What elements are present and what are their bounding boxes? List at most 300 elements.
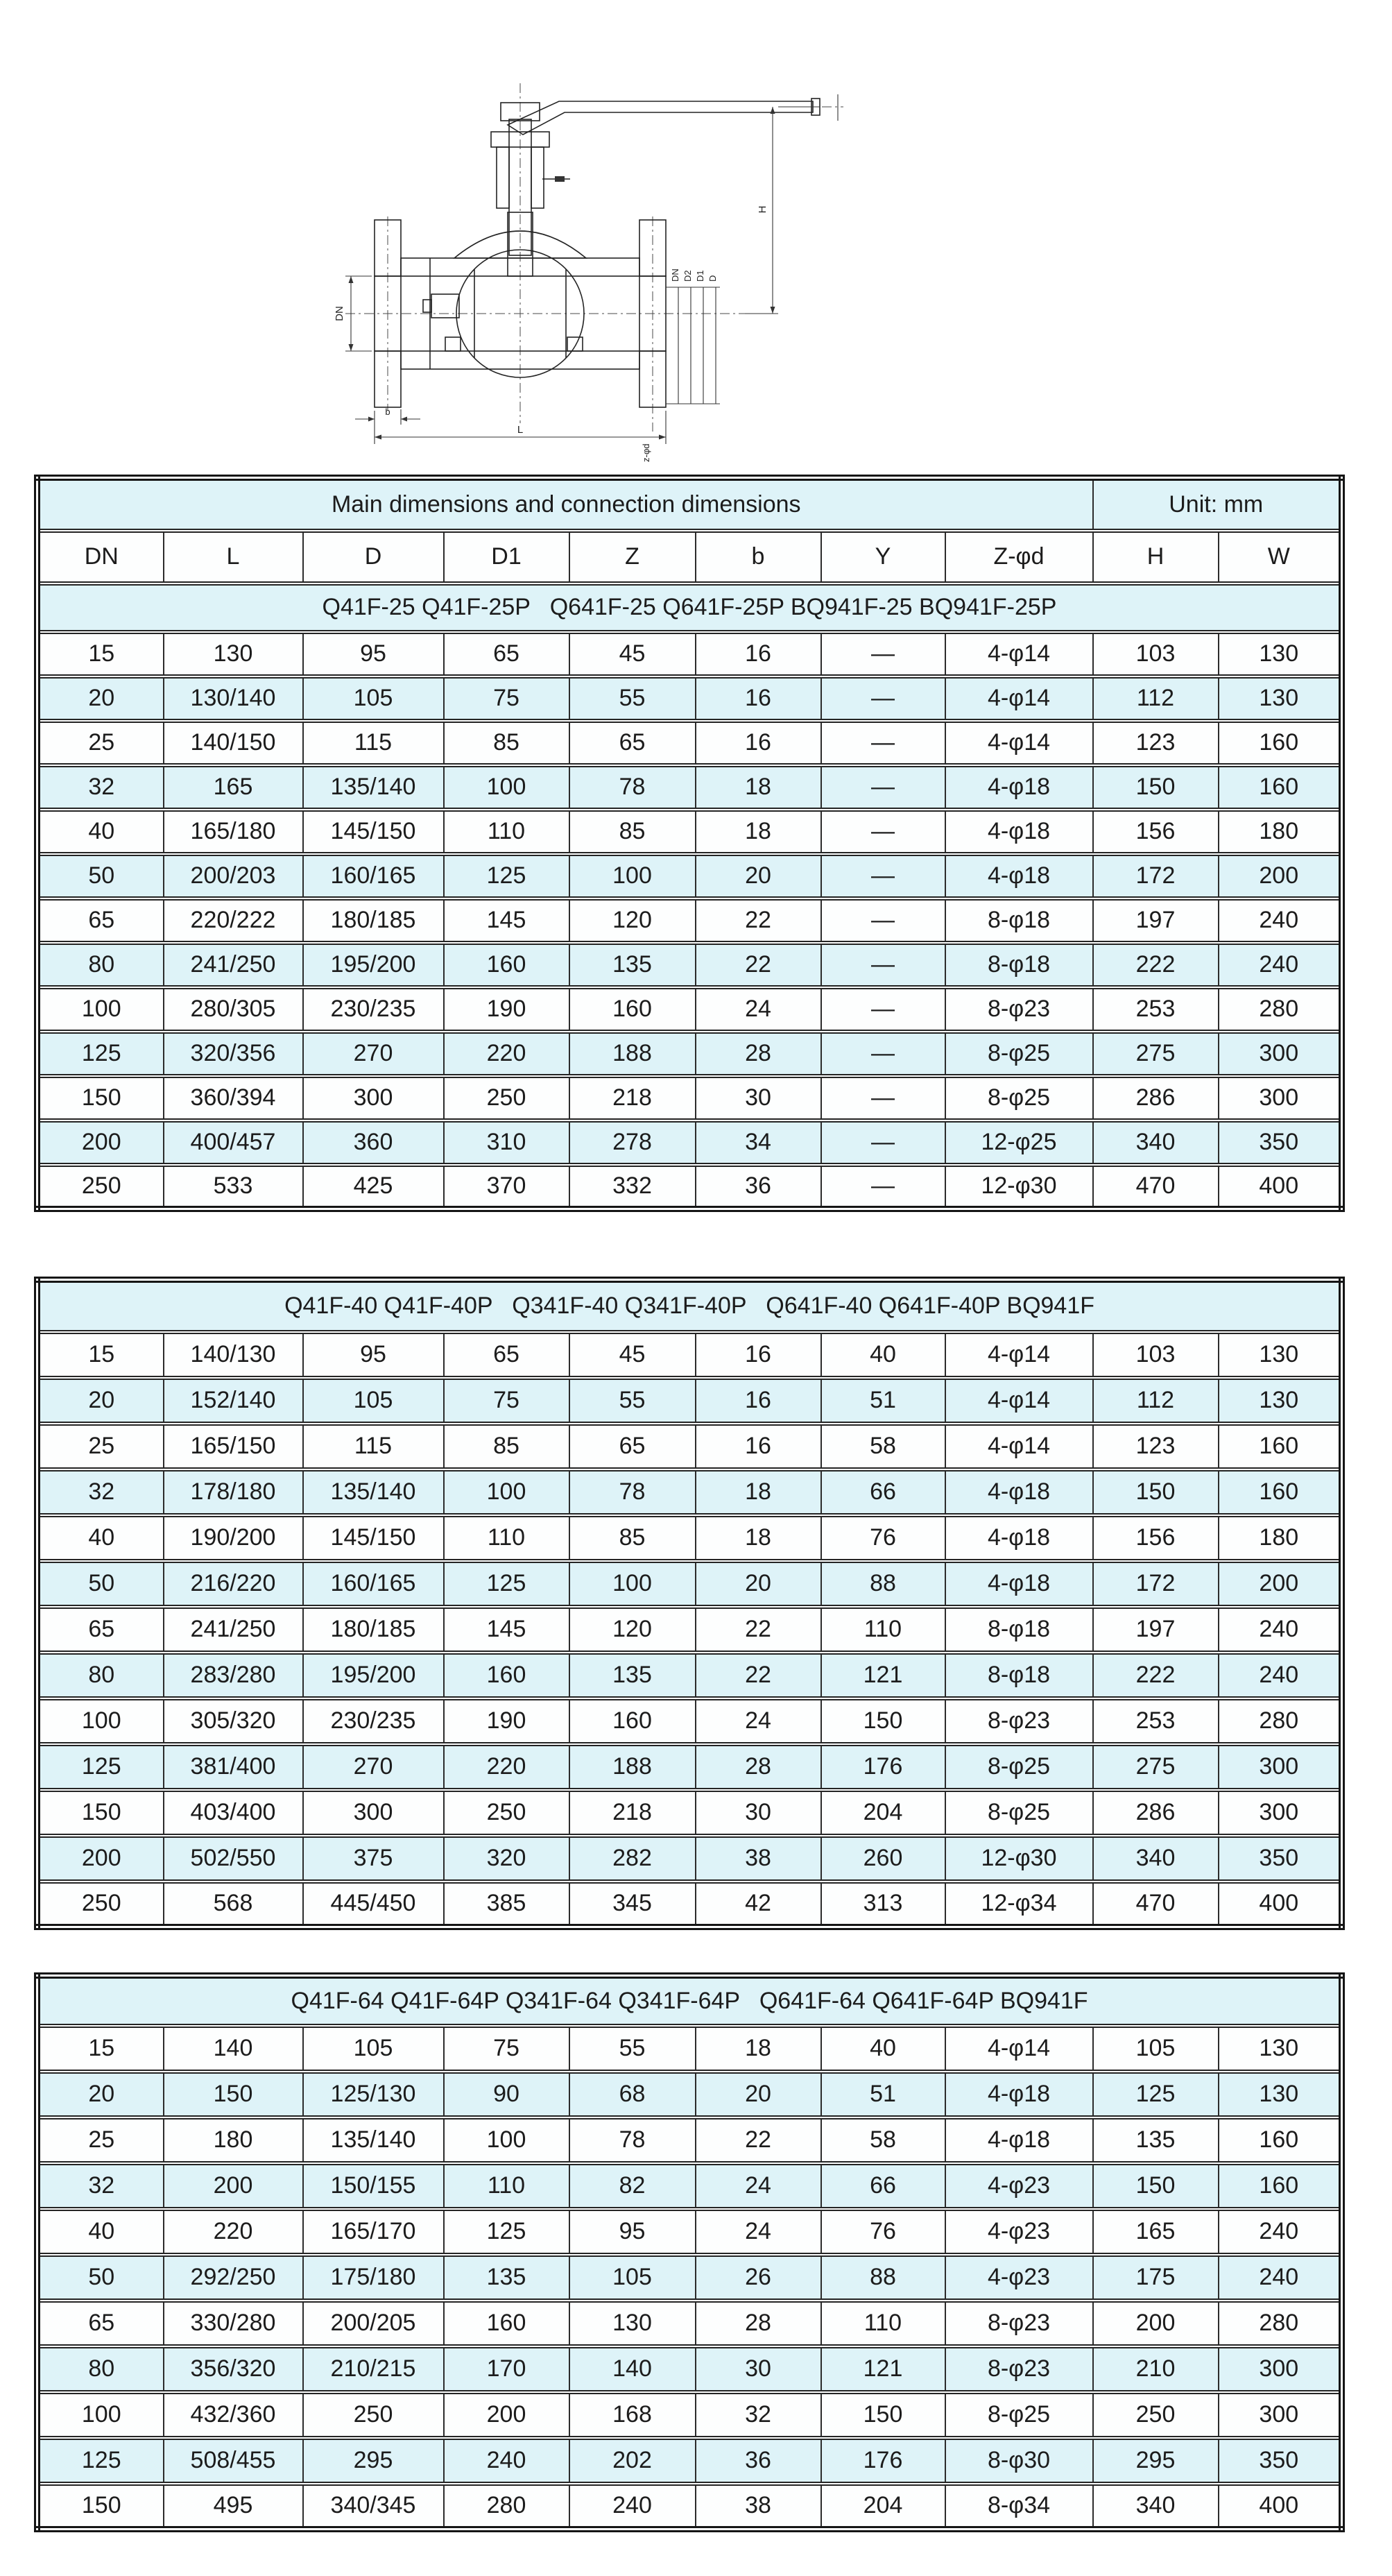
table-row [37,1653,1342,1698]
table-cell: 286 [1093,1790,1219,1836]
table-row [37,1790,1342,1836]
table-cell: 180/185 [303,898,444,943]
table-cell: 40 [821,1332,945,1378]
table-cell: 283/280 [164,1653,303,1698]
table-cell: 4-φ14 [945,721,1093,765]
table-cell: 340/345 [303,2484,444,2530]
table-cell: 160 [1219,1424,1342,1469]
table-cell: 125 [444,1561,569,1607]
table-cell: 165 [1093,2209,1219,2255]
table-cell: 156 [1093,810,1219,854]
table-row [37,1378,1342,1424]
table-cell: 8-φ25 [945,1076,1093,1120]
table-cell: 80 [37,2346,164,2392]
table-cell: 100 [37,1698,164,1744]
table-cell: 130 [1219,2072,1342,2117]
table-cell: 150 [37,1790,164,1836]
table-cell: 32 [37,2163,164,2209]
table-cell: 100 [569,1561,696,1607]
table-cell: 15 [37,2026,164,2072]
table-cell: 240 [1219,2255,1342,2301]
table-cell: 360 [303,1120,444,1165]
table-cell: 218 [569,1076,696,1120]
table-cell: 533 [164,1165,303,1209]
table-cell: 36 [696,1165,821,1209]
table-cell: 125/130 [303,2072,444,2117]
dimension-label-d2: D2 [682,270,693,282]
table-cell: 16 [696,721,821,765]
table-cell: 50 [37,2255,164,2301]
table-cell: 165/170 [303,2209,444,2255]
table-cell: 15 [37,632,164,676]
table-row [37,2255,1342,2301]
table-cell: 123 [1093,1424,1219,1469]
table-cell: 30 [696,1076,821,1120]
column-header-d: D [303,531,444,583]
table-cell: 172 [1093,854,1219,898]
table-cell: 241/250 [164,943,303,987]
table-cell: 26 [696,2255,821,2301]
table-cell: 34 [696,1120,821,1165]
table-cell: 140/130 [164,1332,303,1378]
table-cell: 8-φ18 [945,1607,1093,1653]
table-cell: 300 [1219,2392,1342,2438]
table-cell: 105 [303,1378,444,1424]
table-cell: 125 [37,1032,164,1076]
table-cell: 4-φ18 [945,1469,1093,1515]
table-cell: 65 [37,898,164,943]
table-row [37,1744,1342,1790]
table-cell: 90 [444,2072,569,2117]
table-row [37,1607,1342,1653]
table-cell: 300 [1219,2346,1342,2392]
table-row [37,854,1342,898]
table-cell: 210 [1093,2346,1219,2392]
table-cell: 88 [821,1561,945,1607]
table-cell: — [821,943,945,987]
table-cell: 125 [37,2438,164,2484]
table-cell: 220 [164,2209,303,2255]
table-cell: 295 [1093,2438,1219,2484]
table-cell: 180 [164,2117,303,2163]
table-cell: 253 [1093,987,1219,1032]
column-header-dn: DN [37,531,164,583]
table-cell: 15 [37,1332,164,1378]
table-cell: 20 [37,1378,164,1424]
table-cell: 8-φ23 [945,2301,1093,2346]
table-cell: — [821,676,945,721]
table-cell: 22 [696,1607,821,1653]
table-cell: 313 [821,1882,945,1927]
table-row [37,1120,1342,1165]
table-cell: 432/360 [164,2392,303,2438]
table-cell: 8-φ18 [945,1653,1093,1698]
table-cell: 22 [696,2117,821,2163]
table-cell: 115 [303,1424,444,1469]
table-cell: 280 [1219,987,1342,1032]
table-cell: 80 [37,943,164,987]
table-cell: 200 [37,1836,164,1882]
table-row [37,1836,1342,1882]
table-cell: 400 [1219,1165,1342,1209]
table-cell: 400 [1219,1882,1342,1927]
table-cell: 240 [444,2438,569,2484]
table-cell: 160 [444,1653,569,1698]
unit-label: Unit: mm [1093,478,1342,531]
table-cell: 51 [821,1378,945,1424]
table-cell: 4-φ18 [945,854,1093,898]
table-cell: 330/280 [164,2301,303,2346]
table-cell: 85 [444,1424,569,1469]
table-cell: 350 [1219,1120,1342,1165]
table-cell: 150/155 [303,2163,444,2209]
table-row [37,2346,1342,2392]
table-cell: 22 [696,898,821,943]
table-cell: 280 [444,2484,569,2530]
table-cell: 260 [821,1836,945,1882]
table-cell: 216/220 [164,1561,303,1607]
column-header-w: W [1219,531,1342,583]
table-cell: 160 [1219,721,1342,765]
table-cell: 250 [303,2392,444,2438]
table-cell: 180 [1219,1515,1342,1561]
table-cell: 66 [821,2163,945,2209]
table-cell: 16 [696,632,821,676]
table-cell: 160/165 [303,854,444,898]
table-cell: 204 [821,2484,945,2530]
table-cell: 25 [37,2117,164,2163]
dimensions-table-pn25 [34,475,1345,1212]
table-cell: 125 [444,2209,569,2255]
table-cell: 40 [37,810,164,854]
series-header-pn25: Q41F-25 Q41F-25P Q641F-25 Q641F-25P BQ941F-25 BQ941F-25P [37,583,1342,632]
table-cell: 270 [303,1744,444,1790]
table-cell: 350 [1219,2438,1342,2484]
table-cell: 150 [1093,1469,1219,1515]
table-cell: 42 [696,1882,821,1927]
body-bolt [423,294,459,318]
table-cell: 130 [1219,1378,1342,1424]
table-cell: 8-φ18 [945,898,1093,943]
table-cell: 568 [164,1882,303,1927]
table-cell: 197 [1093,1607,1219,1653]
table-cell: 130/140 [164,676,303,721]
table-cell: 195/200 [303,943,444,987]
table-cell: 78 [569,2117,696,2163]
table-cell: 20 [696,854,821,898]
table-cell: 16 [696,1332,821,1378]
dimensions-table-pn40 [34,1277,1345,1930]
table-cell: 240 [1219,898,1342,943]
table-row [37,1698,1342,1744]
table-cell: 275 [1093,1032,1219,1076]
table-cell: 120 [569,898,696,943]
table-cell: 103 [1093,632,1219,676]
table-cell: 8-φ23 [945,1698,1093,1744]
table-cell: 300 [1219,1744,1342,1790]
table-cell: 12-φ25 [945,1120,1093,1165]
table-cell: 175 [1093,2255,1219,2301]
table-cell: 65 [37,1607,164,1653]
table-cell: 38 [696,2484,821,2530]
table-row [37,1076,1342,1120]
table-cell: 370 [444,1165,569,1209]
table-cell: 340 [1093,1836,1219,1882]
table-cell: 105 [569,2255,696,2301]
table-cell: 40 [821,2026,945,2072]
table-cell: 502/550 [164,1836,303,1882]
table-cell: 85 [569,810,696,854]
table-cell: — [821,810,945,854]
column-header-b: b [696,531,821,583]
table-cell: 22 [696,1653,821,1698]
table-cell: 8-φ30 [945,2438,1093,2484]
table-cell: 204 [821,1790,945,1836]
table-cell: 250 [444,1076,569,1120]
series-header-pn40: Q41F-40 Q41F-40P Q341F-40 Q341F-40P Q641F-40 Q641F-40P BQ941F [37,1280,1342,1332]
table-cell: 8-φ25 [945,2392,1093,2438]
table-cell: 190 [444,1698,569,1744]
table-cell: 20 [37,2072,164,2117]
column-header-l: L [164,531,303,583]
table-cell: 135 [569,943,696,987]
table-cell: 241/250 [164,1607,303,1653]
table-row [37,2026,1342,2072]
table-cell: 130 [569,2301,696,2346]
column-header-z: Z [569,531,696,583]
table-cell: 202 [569,2438,696,2484]
seat-ring-right [567,337,583,351]
table-cell: 120 [569,1607,696,1653]
table-cell: 125 [444,854,569,898]
table-cell: 156 [1093,1515,1219,1561]
table-cell: 400 [1219,2484,1342,2530]
table-cell: 292/250 [164,2255,303,2301]
table-row [37,810,1342,854]
table-cell: 30 [696,2346,821,2392]
table-cell: 65 [37,2301,164,2346]
table-row [37,1032,1342,1076]
table-cell: 150 [164,2072,303,2117]
table-cell: 16 [696,1378,821,1424]
table-cell: 280 [1219,2301,1342,2346]
table-row [37,2301,1342,2346]
table-cell: 18 [696,1515,821,1561]
table-cell: 4-φ18 [945,765,1093,810]
table-cell: 18 [696,765,821,810]
table-cell: 135/140 [303,1469,444,1515]
dimension-b [355,407,420,425]
table-cell: 45 [569,632,696,676]
table-cell: — [821,632,945,676]
table-cell: 115 [303,721,444,765]
table-cell: 68 [569,2072,696,2117]
table-cell: 280/305 [164,987,303,1032]
table-cell: 300 [1219,1076,1342,1120]
table-cell: 200 [444,2392,569,2438]
dimension-label-dn: DN [334,306,345,321]
table-cell: 165/180 [164,810,303,854]
table-cell: 32 [37,1469,164,1515]
table-cell: 375 [303,1836,444,1882]
table-cell: 125 [37,1744,164,1790]
column-header-d1: D1 [444,531,569,583]
dimension-label-b: b [385,407,390,417]
table-cell: 130 [1219,1332,1342,1378]
table-cell: 240 [569,2484,696,2530]
table-cell: 160 [569,1698,696,1744]
table-cell: 110 [821,1607,945,1653]
table-cell: 145 [444,1607,569,1653]
table-cell: 305/320 [164,1698,303,1744]
table-cell: — [821,765,945,810]
table-cell: 403/400 [164,1790,303,1836]
table-cell: 18 [696,2026,821,2072]
table-cell: 160 [1219,2163,1342,2209]
dimension-z-phi-d [641,444,651,463]
table-cell: 121 [821,1653,945,1698]
table-cell: 150 [1093,765,1219,810]
table-cell: 16 [696,1424,821,1469]
table-cell: 100 [444,765,569,810]
table-cell: 110 [444,1515,569,1561]
table-row [37,1165,1342,1209]
table-row [37,1882,1342,1927]
table-row [37,2209,1342,2255]
table-cell: 218 [569,1790,696,1836]
table-cell: 95 [303,632,444,676]
table-row [37,2117,1342,2163]
table-cell: 250 [37,1882,164,1927]
dimension-label-d: D [707,275,718,282]
table-cell: 100 [444,2117,569,2163]
table-cell: 32 [696,2392,821,2438]
table-cell: 103 [1093,1332,1219,1378]
table-cell: 253 [1093,1698,1219,1744]
table-cell: 168 [569,2392,696,2438]
table-row [37,2438,1342,2484]
table-cell: 310 [444,1120,569,1165]
table-cell: 8-φ23 [945,2346,1093,2392]
table-cell: 18 [696,810,821,854]
table-cell: 36 [696,2438,821,2484]
table-cell: 145/150 [303,1515,444,1561]
table-row [37,2484,1342,2530]
column-header-z-d: Z-φd [945,531,1093,583]
table-row [37,1561,1342,1607]
table-cell: 300 [1219,1790,1342,1836]
table-row [37,2163,1342,2209]
table-cell: 4-φ18 [945,1515,1093,1561]
table-cell: 8-φ25 [945,1032,1093,1076]
table-row [37,721,1342,765]
table-cell: 176 [821,1744,945,1790]
table-cell: 4-φ18 [945,2117,1093,2163]
table-cell: 200 [1219,1561,1342,1607]
table-cell: 58 [821,1424,945,1469]
table-cell: 200 [1093,2301,1219,2346]
table-title: Main dimensions and connection dimensions [37,478,1093,531]
table-cell: 150 [821,2392,945,2438]
table-cell: 105 [303,676,444,721]
table-cell: 125 [1093,2072,1219,2117]
table-cell: — [821,898,945,943]
table-cell: 4-φ14 [945,1424,1093,1469]
table-cell: 140 [569,2346,696,2392]
table-cell: 300 [1219,1032,1342,1076]
table-cell: 200 [164,2163,303,2209]
table-cell: 280 [1219,1698,1342,1744]
table-cell: 88 [821,2255,945,2301]
table-row [37,2392,1342,2438]
table-cell: 75 [444,1378,569,1424]
table-cell: 22 [696,943,821,987]
table-cell: 12-φ30 [945,1165,1093,1209]
table-cell: 100 [444,1469,569,1515]
table-cell: 28 [696,1032,821,1076]
table-cell: 240 [1219,2209,1342,2255]
table-cell: 130 [1219,2026,1342,2072]
table-cell: 400/457 [164,1120,303,1165]
table-cell: 160 [1219,1469,1342,1515]
table-cell: 95 [303,1332,444,1378]
table-cell: 270 [303,1032,444,1076]
table-cell: 180/185 [303,1607,444,1653]
table-cell: 55 [569,2026,696,2072]
table-cell: 220 [444,1744,569,1790]
table-row [37,1469,1342,1515]
table-cell: 80 [37,1653,164,1698]
table-cell: 135/140 [303,2117,444,2163]
table-cell: 140/150 [164,721,303,765]
table-cell: 222 [1093,943,1219,987]
ball-valve-section-drawing [326,43,853,466]
table-cell: 4-φ14 [945,632,1093,676]
table-cell: 470 [1093,1165,1219,1209]
table-cell: 100 [569,854,696,898]
table-cell: 24 [696,987,821,1032]
table-cell: 145 [444,898,569,943]
table-cell: 4-φ23 [945,2255,1093,2301]
table-cell: 300 [303,1790,444,1836]
dimension-h [745,107,820,314]
table-cell: 105 [303,2026,444,2072]
table-cell: 230/235 [303,1698,444,1744]
table-cell: 230/235 [303,987,444,1032]
table-cell: 360/394 [164,1076,303,1120]
dimension-label-z-phi-d: z-φd [641,443,651,462]
table-cell: 200 [1219,854,1342,898]
table-cell: — [821,1165,945,1209]
table-cell: 160 [569,987,696,1032]
table-cell: 18 [696,1469,821,1515]
table-cell: 176 [821,2438,945,2484]
table-row [37,1515,1342,1561]
table-cell: 4-φ14 [945,1332,1093,1378]
table-row [37,987,1342,1032]
table-cell: 250 [37,1165,164,1209]
table-cell: 95 [569,2209,696,2255]
table-cell: — [821,987,945,1032]
lever-handle [508,94,843,135]
table-cell: 172 [1093,1561,1219,1607]
table-cell: 250 [1093,2392,1219,2438]
table-cell: 12-φ34 [945,1882,1093,1927]
table-cell: 24 [696,2209,821,2255]
table-cell: 286 [1093,1076,1219,1120]
table-cell: 4-φ14 [945,1378,1093,1424]
table-cell: 25 [37,1424,164,1469]
